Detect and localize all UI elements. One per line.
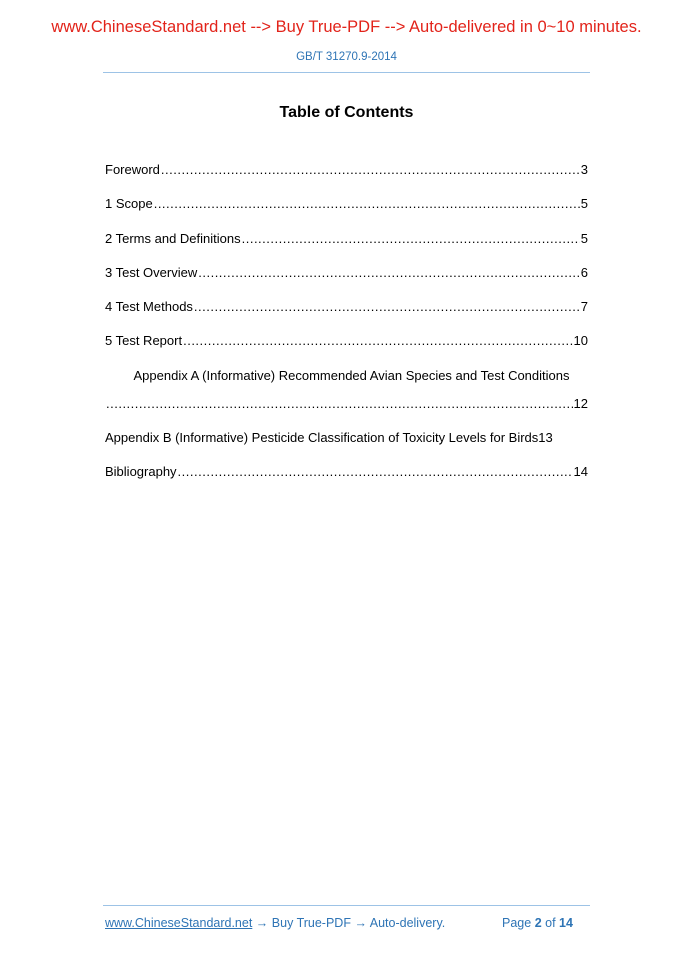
arrow-right-icon: →: [354, 916, 367, 930]
toc-entry-label: 2 Terms and Definitions: [105, 230, 241, 246]
footer-promo: [105, 916, 445, 930]
footer-delivery-text: Auto-delivery.: [369, 916, 446, 930]
toc-entry-scope[interactable]: [105, 196, 588, 230]
toc-entry-page: 5: [580, 196, 588, 212]
toc-leader-dots: [183, 333, 572, 348]
toc-entry-foreword[interactable]: [105, 162, 588, 196]
page-label: Page: [502, 916, 532, 930]
footer-divider: [103, 905, 590, 906]
toc-entry-label: 4 Test Methods: [105, 299, 193, 315]
toc-entry-page: 3: [580, 162, 588, 177]
toc-entry-label: 5 Test Report: [105, 333, 183, 349]
toc-entry-page: 14: [573, 464, 588, 480]
toc-leader-dots: [198, 265, 580, 280]
arrow-right-icon: →: [255, 916, 269, 930]
toc-entry-label: Appendix B (Informative) Pesticide Classification of Toxicity Levels for Birds: [105, 430, 539, 446]
toc-entry-bibliography[interactable]: [105, 464, 588, 498]
toc-leader-dots: [242, 231, 580, 246]
toc-entry-page: 10: [573, 333, 588, 349]
page-of: of: [545, 916, 556, 930]
toc-entry-page: 6: [580, 264, 588, 280]
header-banner[interactable]: www.ChineseStandard.net --> Buy True-PDF --> Auto-delivered in 0~10 minutes.: [51, 18, 642, 36]
page-indicator: [502, 916, 573, 930]
toc-entry-label: 1 Scope: [105, 196, 153, 212]
toc-entry-label: 3 Test Overview: [105, 264, 198, 280]
toc-leader-dots: [154, 196, 580, 211]
toc-leader-dots: [194, 299, 580, 314]
toc-entry-test-overview[interactable]: [105, 265, 588, 299]
footer-site-link[interactable]: www.ChineseStandard.net: [105, 916, 253, 930]
toc-leader-dots: [161, 162, 580, 177]
page-total: 14: [559, 916, 573, 930]
toc-leader-dots: [106, 396, 573, 411]
toc-entry-page: 12: [573, 395, 588, 411]
toc-entry-label: Bibliography: [105, 464, 177, 480]
toc-entry-page: 13: [538, 430, 553, 446]
page-current: 2: [534, 916, 542, 930]
standard-number: GB/T 31270.9-2014: [296, 51, 397, 63]
toc-entry-test-methods[interactable]: [105, 299, 588, 333]
header-divider: [103, 72, 590, 73]
footer-buy-text: Buy True-PDF: [271, 916, 351, 930]
toc-title: Table of Contents: [279, 104, 414, 121]
toc-entry-label: Foreword: [105, 162, 160, 177]
toc-entry-appendix-a-label[interactable]: Appendix A (Informative) Recommended Avian Species and Test Conditions: [133, 367, 570, 383]
table-of-contents: [105, 162, 588, 499]
toc-entry-test-report[interactable]: [105, 333, 588, 367]
toc-leader-dots: [178, 464, 573, 479]
toc-entry-appendix-b[interactable]: [105, 430, 588, 464]
toc-entry-terms[interactable]: [105, 231, 588, 265]
toc-entry-appendix-a[interactable]: [105, 396, 588, 430]
toc-entry-page: 5: [580, 230, 588, 246]
toc-entry-page: 7: [580, 299, 588, 315]
